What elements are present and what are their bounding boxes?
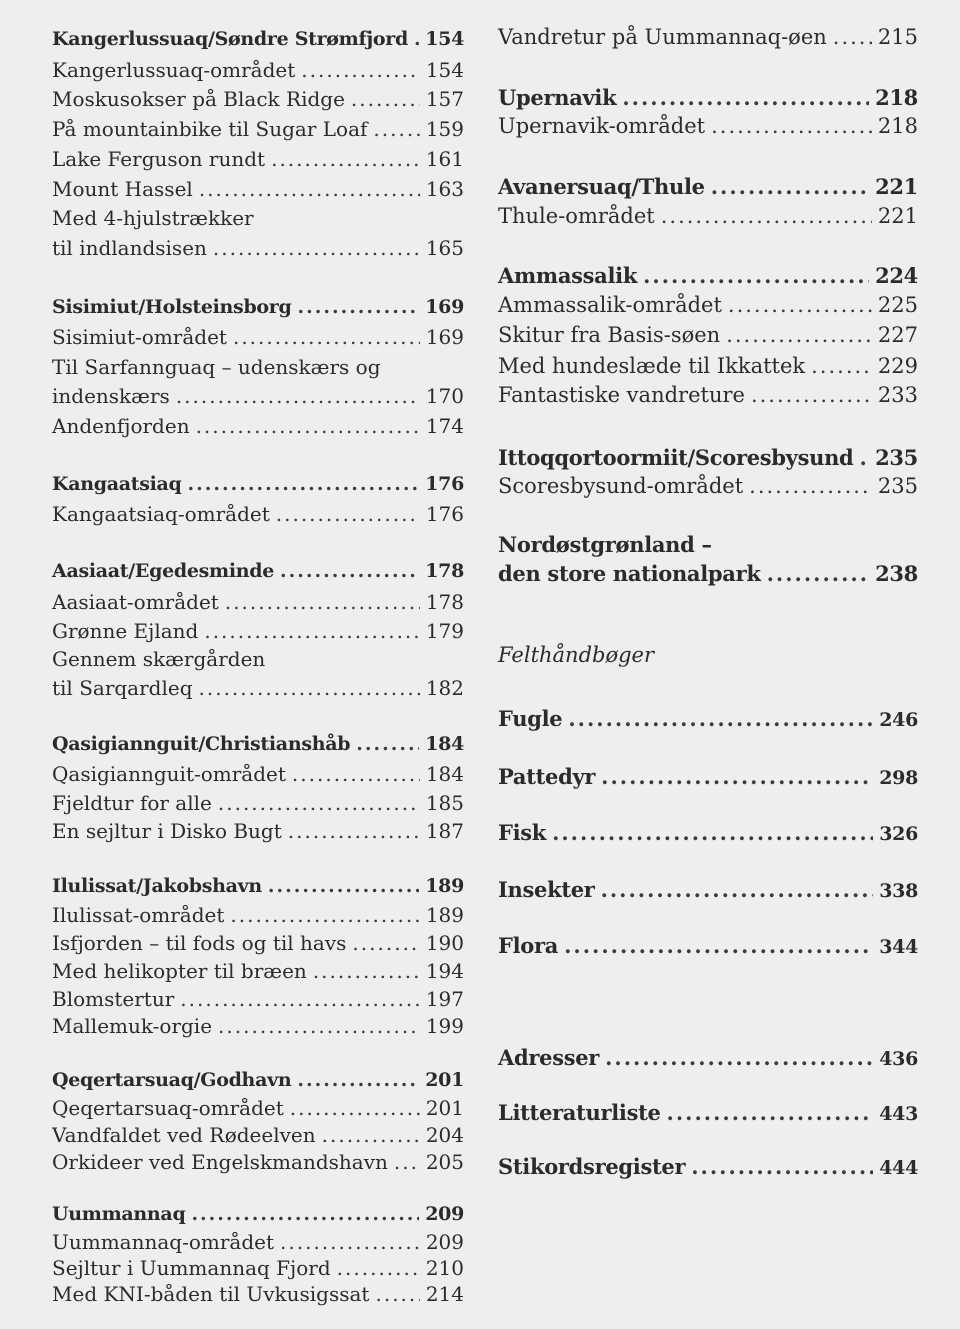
toc-section-heading [52, 875, 464, 897]
toc-entry [498, 323, 918, 347]
toc-page-number: 157 [425, 87, 464, 111]
dot-leader [711, 114, 872, 138]
toc-entry [52, 762, 464, 786]
toc-page-number: 238 [875, 561, 918, 586]
toc-section-heading [498, 85, 918, 110]
dot-leader [218, 1014, 420, 1038]
toc-entry [52, 206, 464, 230]
toc-entry-title: Ittoqqortoormiit/Scoresbysund [498, 445, 854, 470]
toc-page-number: 154 [425, 28, 464, 50]
dot-leader [199, 676, 420, 700]
toc-page-number: 218 [875, 85, 918, 110]
toc-entry-title: Fugle [498, 706, 563, 731]
toc-page-number: 176 [425, 473, 464, 495]
dot-leader [356, 733, 419, 755]
toc-section-heading [498, 445, 918, 470]
toc-entry-title: Flora [498, 933, 559, 958]
dot-leader [414, 28, 419, 50]
toc-page-number: 179 [425, 619, 464, 643]
toc-entry-title: Fantastiske vandreture [498, 383, 745, 407]
toc-section-heading [52, 473, 464, 495]
toc-entry [52, 177, 464, 201]
dot-leader [643, 263, 869, 288]
dot-leader [176, 384, 420, 408]
toc-entry-title: til Sarqardleq [52, 676, 193, 700]
toc-page-number: 184 [425, 733, 464, 755]
dot-leader [313, 959, 420, 983]
dot-leader [337, 1256, 420, 1280]
toc-page-number: 444 [879, 1157, 918, 1179]
dot-leader [230, 903, 419, 927]
dot-leader [751, 383, 872, 407]
toc-entry-title: På mountainbike til Sugar Loaf [52, 117, 368, 141]
dot-leader [196, 414, 420, 438]
toc-section-heading [52, 560, 464, 582]
dot-leader [352, 931, 419, 955]
dot-leader [622, 85, 869, 110]
toc-entry-title: til indlandsisen [52, 236, 207, 260]
toc-entry [498, 706, 918, 731]
toc-entry [498, 114, 918, 138]
dot-leader [199, 177, 420, 201]
toc-page-number: 184 [425, 762, 464, 786]
toc-page-number: 199 [425, 1014, 464, 1038]
toc-entry [498, 764, 918, 789]
dot-leader [191, 1203, 419, 1225]
toc-page-number: 165 [425, 236, 464, 260]
dot-leader [564, 933, 873, 958]
toc-page-number: 189 [425, 903, 464, 927]
toc-entry-title: Fjeldtur for alle [52, 791, 212, 815]
toc-page-number: 225 [877, 293, 918, 317]
toc-entry-title: Pattedyr [498, 764, 596, 789]
toc-page-number: 235 [877, 474, 918, 498]
dot-leader [601, 877, 874, 902]
toc-entry [52, 147, 464, 171]
toc-page-number: 204 [425, 1123, 464, 1147]
toc-entry-title: Ammassalik-området [498, 293, 722, 317]
toc-entry [52, 355, 464, 379]
dot-leader [601, 764, 873, 789]
toc-entry-title: Thule-området [498, 204, 655, 228]
toc-page-number: 159 [425, 117, 464, 141]
toc-entry-title: Moskusokser på Black Ridge [52, 87, 345, 111]
toc-entry-title: Med KNI-båden til Uvkusigssat [52, 1282, 370, 1306]
toc-entry-title: Sejltur i Uummannaq Fjord [52, 1256, 331, 1280]
toc-entry [498, 383, 918, 407]
toc-page-number: 182 [425, 676, 464, 700]
toc-entry-title: Vandfaldet ved Rødeelven [52, 1123, 316, 1147]
dot-leader [749, 474, 872, 498]
dot-leader [728, 293, 872, 317]
toc-page-number: 215 [877, 25, 918, 49]
toc-entry [498, 1154, 918, 1179]
toc-page-number: 227 [877, 323, 918, 347]
toc-entry [52, 676, 464, 700]
dot-leader [811, 354, 872, 378]
dot-leader [280, 1230, 420, 1254]
toc-page-number: 205 [425, 1150, 464, 1174]
toc-section-heading [498, 532, 918, 557]
toc-section-heading [52, 1203, 464, 1225]
toc-entry-title: Qeqertarsuaq/Godhavn [52, 1069, 292, 1091]
toc-entry [52, 619, 464, 643]
toc-page-number: 161 [425, 147, 464, 171]
toc-entry [498, 204, 918, 228]
toc-page-number: 210 [425, 1256, 464, 1280]
toc-section-heading [52, 1069, 464, 1091]
dot-leader [188, 473, 420, 495]
toc-page-number: 233 [877, 383, 918, 407]
toc-page-number: 344 [879, 936, 918, 958]
toc-entry-title: den store nationalpark [498, 561, 761, 586]
toc-entry-title: Stikordsregister [498, 1154, 686, 1179]
toc-page-number: 436 [879, 1048, 918, 1070]
toc-page-number: 246 [879, 709, 918, 731]
toc-entry-title: Sisimiut/Holsteinsborg [52, 296, 292, 318]
toc-entry-title: Avanersuaq/Thule [498, 174, 705, 199]
toc-entry [52, 1256, 464, 1280]
toc-entry [52, 1014, 464, 1038]
toc-entry-title: Uummannaq [52, 1203, 186, 1225]
toc-entry-title: Skitur fra Basis-søen [498, 323, 721, 347]
dot-leader [322, 1123, 420, 1147]
dot-leader [605, 1045, 873, 1070]
toc-page-number: 154 [425, 58, 464, 82]
toc-entry [52, 1096, 464, 1120]
toc-entry [52, 87, 464, 111]
toc-page-number: 178 [425, 590, 464, 614]
toc-entry-title: Fisk [498, 820, 547, 845]
toc-entry [52, 325, 464, 349]
toc-entry-title: Kangerlussuaq-området [52, 58, 296, 82]
toc-entry-title: Kangaatsiaq-området [52, 502, 270, 526]
toc-entry [498, 474, 918, 498]
toc-entry [52, 58, 464, 82]
dot-leader [375, 1282, 419, 1306]
toc-entry [52, 1150, 464, 1174]
toc-page-number: 169 [425, 296, 464, 318]
toc-entry [498, 354, 918, 378]
dot-leader [301, 58, 420, 82]
toc-entry-title: Med 4-hjulstrækker [52, 206, 254, 230]
toc-entry-title: Isfjorden – til fods og til havs [52, 931, 347, 955]
fieldbooks-title: Felthåndbøger [498, 643, 655, 667]
toc-section-heading [52, 296, 464, 318]
toc-page-number: 178 [425, 560, 464, 582]
toc-entry-title: Uummannaq-området [52, 1230, 275, 1254]
toc-page-number: 229 [877, 354, 918, 378]
toc-page-number: 235 [875, 445, 918, 470]
toc-entry-title: Scoresbysund-området [498, 474, 744, 498]
toc-entry-title: Gennem skærgården [52, 647, 266, 671]
toc-page-number: 176 [425, 502, 464, 526]
dot-leader [667, 1100, 874, 1125]
toc-entry [52, 791, 464, 815]
dot-leader [661, 204, 872, 228]
toc-entry [498, 820, 918, 845]
toc-page-number: 218 [877, 114, 918, 138]
toc-entry [52, 502, 464, 526]
toc-entry-title: Adresser [498, 1045, 600, 1070]
toc-page-number: 224 [875, 263, 918, 288]
dot-leader [276, 502, 420, 526]
toc-entry-title: Insekter [498, 877, 595, 902]
toc-entry-title: Qasigiannguit/Christianshåb [52, 733, 351, 755]
toc-entry [52, 384, 464, 408]
toc-entry-title: Aasiaat/Egedesminde [52, 560, 275, 582]
toc-page-number: 189 [425, 875, 464, 897]
toc-entry-title: Med hundeslæde til Ikkattek [498, 354, 806, 378]
toc-entry-title: Vandretur på Uummannaq-øen [498, 25, 827, 49]
toc-page-number: 174 [425, 414, 464, 438]
toc-entry-title: En sejltur i Disko Bugt [52, 819, 282, 843]
dot-leader [833, 25, 872, 49]
toc-entry-title: Lake Ferguson rundt [52, 147, 266, 171]
toc-page-number: 221 [875, 174, 918, 199]
toc-entry-title: Til Sarfannguaq – udenskærs og [52, 355, 381, 379]
toc-entry [498, 1045, 918, 1070]
toc-entry-title: Mallemuk-orgie [52, 1014, 213, 1038]
toc-entry-title: Sisimiut-området [52, 325, 227, 349]
dot-leader [351, 87, 420, 111]
toc-entry [52, 1230, 464, 1254]
toc-page-number: 443 [879, 1103, 918, 1125]
dot-leader [552, 820, 873, 845]
toc-page-number: 190 [425, 931, 464, 955]
toc-entry [498, 293, 918, 317]
toc-page-number: 187 [425, 819, 464, 843]
toc-entry-title: Kangerlussuaq/Søndre Strømfjord [52, 28, 409, 50]
toc-entry-title: Upernavik [498, 85, 617, 110]
toc-entry-title: Ilulissat-området [52, 903, 225, 927]
toc-entry-title: Aasiaat-området [52, 590, 219, 614]
toc-entry-title: Med helikopter til bræen [52, 959, 307, 983]
toc-entry [52, 819, 464, 843]
toc-page-number: 209 [425, 1230, 464, 1254]
toc-entry [52, 414, 464, 438]
toc-page-number: 338 [879, 880, 918, 902]
toc-entry-title: Nordøstgrønland – [498, 532, 712, 557]
dot-leader [292, 762, 420, 786]
toc-entry-title: Ilulissat/Jakobshavn [52, 875, 262, 897]
toc-page-number: 209 [425, 1203, 464, 1225]
dot-leader [373, 117, 419, 141]
dot-leader [298, 296, 420, 318]
dot-leader [288, 819, 420, 843]
toc-page-number: 214 [425, 1282, 464, 1306]
toc-entry [52, 959, 464, 983]
dot-leader [233, 325, 420, 349]
toc-entry-title: Upernavik-området [498, 114, 706, 138]
dot-leader [691, 1154, 873, 1179]
toc-entry-title: Andenfjorden [52, 414, 190, 438]
dot-leader [180, 987, 420, 1011]
toc-section-heading [498, 263, 918, 288]
toc-entry [52, 236, 464, 260]
toc-section-heading [52, 28, 464, 50]
toc-entry [52, 1123, 464, 1147]
toc-page-number: 170 [425, 384, 464, 408]
toc-page-number: 201 [425, 1096, 464, 1120]
toc-entry-title: Mount Hassel [52, 177, 193, 201]
toc-entry [52, 647, 464, 671]
toc-section-heading [52, 733, 464, 755]
dot-leader [767, 561, 869, 586]
toc-entry-title: Blomstertur [52, 987, 175, 1011]
dot-leader [225, 590, 420, 614]
toc-page-number: 185 [425, 791, 464, 815]
dot-leader [859, 445, 869, 470]
toc-entry [52, 931, 464, 955]
toc-entry-title: Litteraturliste [498, 1100, 661, 1125]
dot-leader [218, 791, 420, 815]
toc-page-number: 298 [879, 767, 918, 789]
dot-leader [726, 323, 872, 347]
toc-section-heading [498, 174, 918, 199]
toc-entry [52, 987, 464, 1011]
toc-entry-title: indenskærs [52, 384, 170, 408]
toc-entry-title: Qasigiannguit-området [52, 762, 286, 786]
dot-leader [204, 619, 419, 643]
dot-leader [711, 174, 869, 199]
toc-page-number: 169 [425, 325, 464, 349]
toc-page-number: 221 [877, 204, 918, 228]
toc-entry [498, 25, 918, 49]
toc-entry [52, 590, 464, 614]
toc-entry-title: Orkideer ved Engelskmandshavn [52, 1150, 388, 1174]
toc-page-number: 197 [425, 987, 464, 1011]
dot-leader [280, 560, 419, 582]
toc-page-number: 163 [425, 177, 464, 201]
toc-entry [52, 117, 464, 141]
toc-entry-title: Ammassalik [498, 263, 638, 288]
toc-page-number: 326 [879, 823, 918, 845]
toc-entry [52, 1282, 464, 1306]
toc-entry-title: Kangaatsiaq [52, 473, 182, 495]
toc-entry-title: Grønne Ejland [52, 619, 199, 643]
toc-entry [52, 903, 464, 927]
toc-page-number: 194 [425, 959, 464, 983]
toc-entry [498, 877, 918, 902]
toc-entry-title: Qeqertarsuaq-området [52, 1096, 284, 1120]
dot-leader [271, 147, 420, 171]
dot-leader [268, 875, 419, 897]
dot-leader [394, 1150, 420, 1174]
toc-entry [498, 933, 918, 958]
dot-leader [297, 1069, 419, 1091]
toc-entry [498, 1100, 918, 1125]
dot-leader [290, 1096, 420, 1120]
toc-section-heading [498, 561, 918, 586]
toc-page-number: 201 [425, 1069, 464, 1091]
dot-leader [568, 706, 873, 731]
dot-leader [213, 236, 420, 260]
